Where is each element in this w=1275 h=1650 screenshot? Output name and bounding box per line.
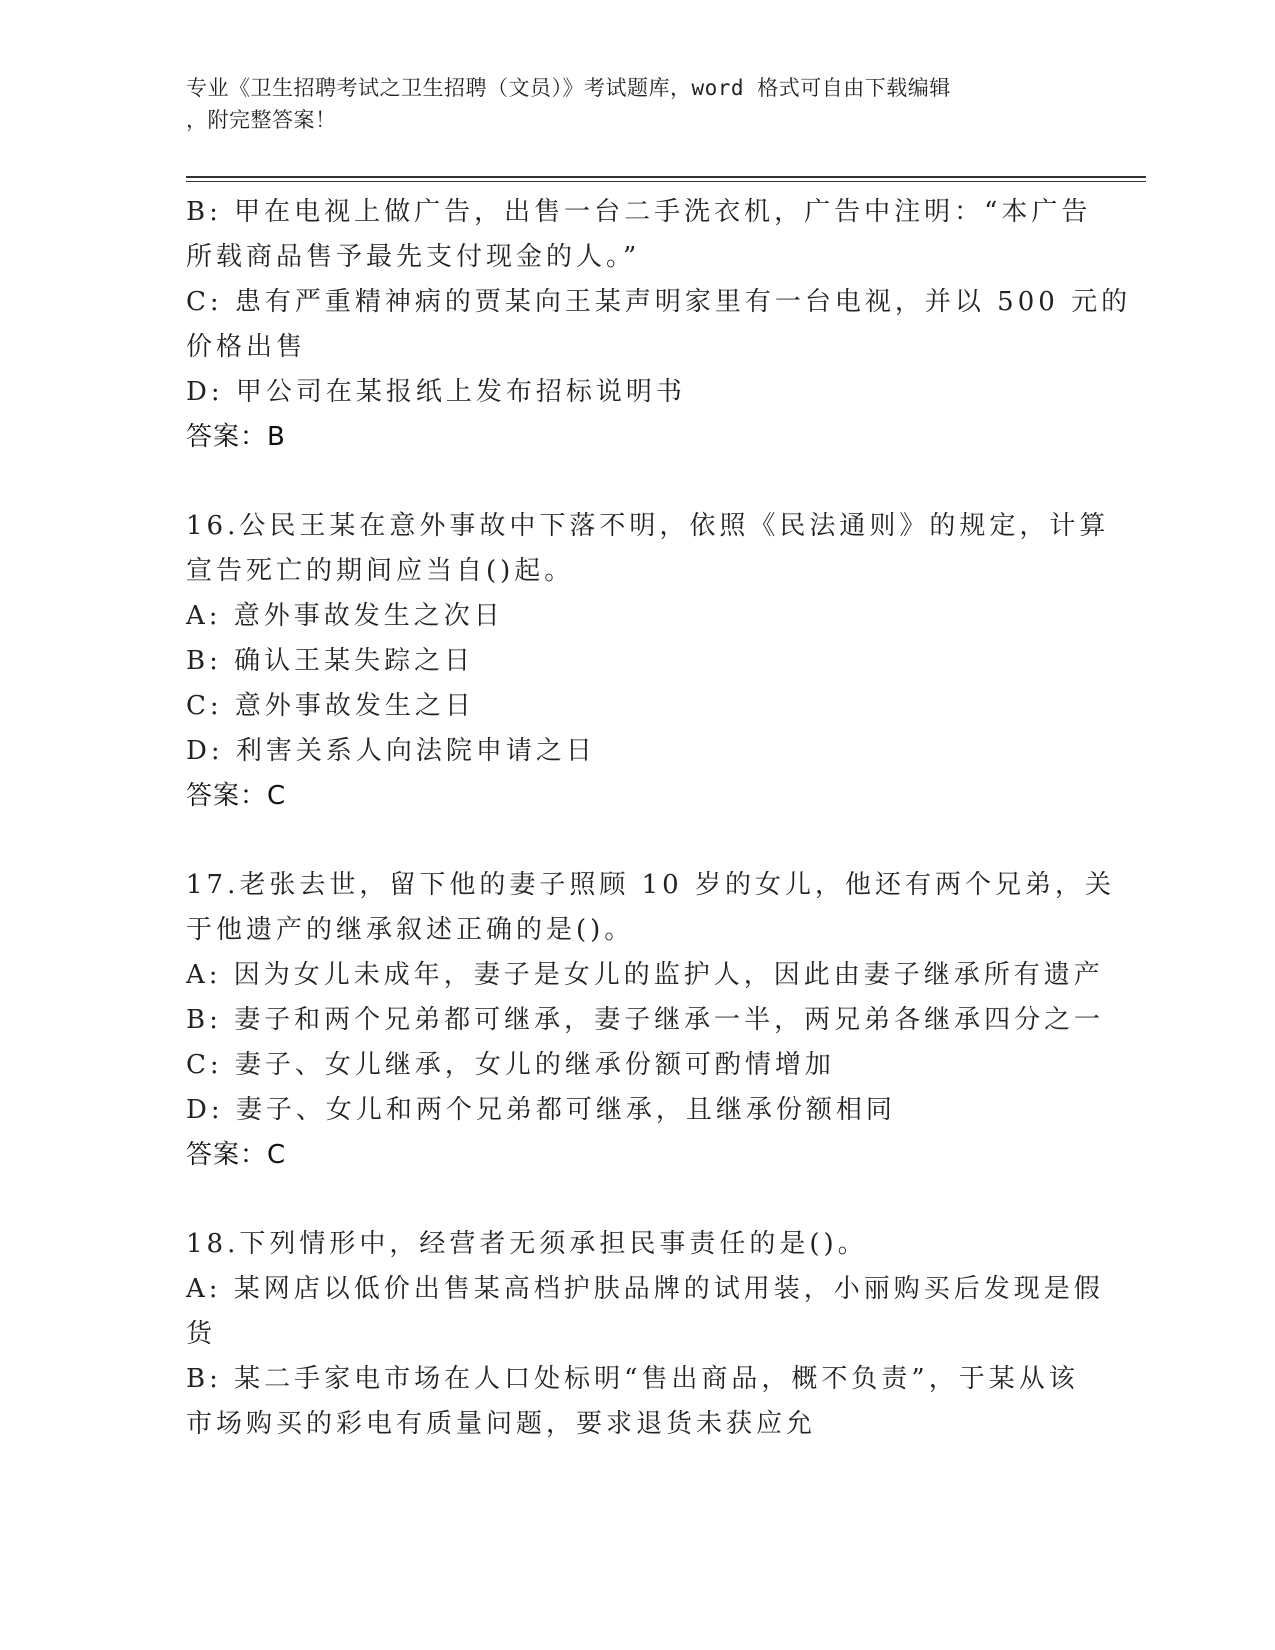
option-line: D: 利害关系人向法院申请之日 [186,736,596,766]
option-line: 所载商品售予最先支付现金的人。” [186,242,641,272]
option-line: A: 意外事故发生之次日 [186,601,504,631]
question-stem-line: 17.老张去世，留下他的妻子照顾 10 岁的女儿，他还有两个兄弟，关 [186,870,1115,900]
header-note [186,72,1076,136]
question-stem-line: 于他遗产的继承叙述正确的是()。 [186,915,635,945]
spacer [186,819,1086,863]
question-stem-line: 宣告死亡的期间应当自()起。 [186,556,575,586]
question-18 [186,1222,1104,1447]
question-16 [186,504,1110,819]
option-line: C: 意外事故发生之日 [186,691,475,721]
answer-line: 答案：C [186,1140,287,1170]
option-line: A: 因为女儿未成年，妻子是女儿的监护人，因此由妻子继承所有遗产 [186,960,1104,990]
option-line: D: 妻子、女儿和两个兄弟都可继承，且继承份额相同 [186,1095,896,1125]
option-line: C: 妻子、女儿继承，女儿的继承份额可酌情增加 [186,1050,835,1080]
question-17 [186,863,1115,1178]
question-content [186,190,1132,1447]
header-note-line: 专业《卫生招聘考试之卫生招聘（文员）》考试题库，word 格式可自由下载编辑 [186,76,951,100]
question-stem-line: 18.下列情形中，经营者无须承担民事责任的是()。 [186,1229,868,1259]
header-rule-thin [186,181,1146,182]
option-line: C: 患有严重精神病的贾某向王某声明家里有一台电视，并以 500 元的 [186,287,1132,317]
question-stem-line: 16.公民王某在意外事故中下落不明，依照《民法通则》的规定，计算 [186,511,1110,541]
option-line: B: 妻子和两个兄弟都可继承，妻子继承一半，两兄弟各继承四分之一 [186,1005,1105,1035]
option-line: 价格出售 [186,332,307,362]
header-note-line: ，附完整答案！ [186,108,337,132]
answer-line: 答案：C [186,781,287,811]
option-line: D: 甲公司在某报纸上发布招标说明书 [186,377,686,407]
header-rule-thick [186,176,1146,178]
question-15-tail [186,190,1132,460]
option-line: A: 某网店以低价出售某高档护肤品牌的试用装，小丽购买后发现是假 [186,1274,1104,1304]
option-line: B: 甲在电视上做广告，出售一台二手洗衣机，广告中注明：“本广告 [186,197,1092,227]
option-line: 市场购买的彩电有质量问题，要求退货未获应允 [186,1409,817,1439]
option-line: 货 [186,1319,217,1349]
option-line: B: 某二手家电市场在人口处标明“售出商品，概不负责”，于某从该 [186,1364,1079,1394]
option-line: B: 确认王某失踪之日 [186,646,475,676]
spacer [186,460,1086,504]
spacer [186,1178,1086,1222]
answer-line: 答案：B [186,422,286,452]
